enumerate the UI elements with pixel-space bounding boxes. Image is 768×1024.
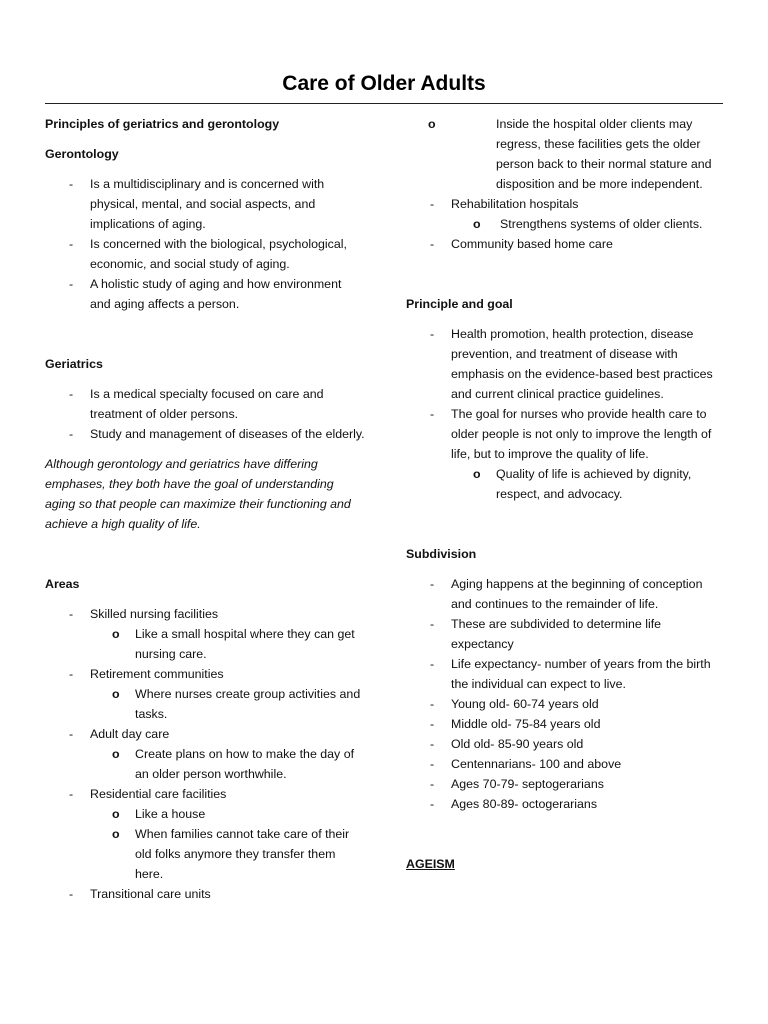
sub-list	[90, 684, 365, 724]
list-item	[406, 404, 724, 504]
area-label: Adult day care	[90, 727, 170, 741]
list-item: - A holistic study of aging and how environment and aging affects a person.	[45, 274, 365, 314]
transitional-sub-text: Inside the hospital older clients may regress, these facilities gets the older person back to their normal stature and disposition and be more independent.	[496, 117, 712, 191]
list-item	[45, 884, 365, 904]
list-item	[45, 784, 365, 884]
list-item: - Old old- 85-90 years old	[406, 734, 724, 754]
list-item: - Study and management of diseases of the elderly.	[45, 424, 365, 444]
principles-heading: Principles of geriatrics and gerontology	[45, 117, 280, 131]
list-item: - Is concerned with the biological, psychological, economic, and social study of aging.	[45, 234, 365, 274]
subdivision-list	[406, 574, 724, 814]
facility-list	[406, 194, 724, 254]
list-item	[45, 604, 365, 664]
geriatrics-heading: Geriatrics	[45, 357, 103, 371]
list-item: - Young old- 60-74 years old	[406, 694, 724, 714]
areas-list	[45, 604, 365, 904]
principle-goal-heading: Principle and goal	[406, 297, 513, 311]
list-item: - Ages 80-89- octogerarians	[406, 794, 724, 814]
list-item: - Health promotion, health protection, disease prevention, and treatment of disease with emphasis on the evidence-based best practices and current clinical practice guidelines.	[406, 324, 724, 404]
list-item: - Is a multidisciplinary and is concerned with physical, mental, and social aspects, and implications of aging.	[45, 174, 365, 234]
list-item	[45, 724, 365, 784]
list-item: - Life expectancy- number of years from the birth the individual can expect to live.	[406, 654, 724, 694]
sub-item: o Like a house	[90, 804, 365, 824]
rehab-label: Rehabilitation hospitals	[451, 197, 579, 211]
list-item: - Centennarians- 100 and above	[406, 754, 724, 774]
sub-list	[90, 624, 365, 664]
sub-item: o Strengthens systems of older clients.	[451, 214, 724, 234]
page-title: Care of Older Adults	[282, 72, 486, 95]
gerontology-heading: Gerontology	[45, 147, 119, 161]
area-label: Residential care facilities	[90, 787, 227, 801]
subdivision-heading: Subdivision	[406, 547, 477, 561]
geriatrics-list	[45, 384, 365, 444]
list-item: - Is a medical specialty focused on care and treatment of older persons.	[45, 384, 365, 424]
sub-item: o Like a small hospital where they can get nursing care.	[90, 624, 365, 664]
sub-item: o Create plans on how to make the day of an older person worthwhile.	[90, 744, 365, 784]
list-item: - Ages 70-79- septogerarians	[406, 774, 724, 794]
title-divider	[45, 103, 723, 104]
area-label: Skilled nursing facilities	[90, 607, 219, 621]
area-label: Transitional care units	[90, 887, 211, 901]
goal-text: The goal for nurses who provide health care to older people is not only to improve the length of life, but to improve the quality of life.	[451, 407, 712, 461]
list-item	[406, 194, 724, 234]
area-label: Retirement communities	[90, 667, 224, 681]
sub-list	[90, 744, 365, 784]
transitional-sub-list	[406, 114, 724, 194]
ageism-heading: AGEISM	[406, 857, 455, 871]
sub-list	[451, 214, 724, 234]
list-item: - Middle old- 75-84 years old	[406, 714, 724, 734]
principle-goal-list	[406, 324, 724, 504]
list-item: - Aging happens at the beginning of conception and continues to the remainder of life.	[406, 574, 724, 614]
sub-item: o Where nurses create group activities and tasks.	[90, 684, 365, 724]
list-item: - Community based home care	[406, 234, 724, 254]
sub-item: o When families cannot take care of their old folks anymore they transfer them here.	[90, 824, 365, 884]
left-column	[45, 114, 365, 904]
italic-note: Although gerontology and geriatrics have differing emphases, they both have the goal of understanding aging so that people can maximize their functioning and achieve a high quality of life.	[45, 457, 351, 531]
gerontology-list	[45, 174, 365, 314]
list-item	[45, 664, 365, 724]
areas-heading: Areas	[45, 577, 80, 591]
sub-item	[406, 114, 724, 194]
list-item: - These are subdivided to determine life expectancy	[406, 614, 724, 654]
sub-item: o Quality of life is achieved by dignity, respect, and advocacy.	[451, 464, 724, 504]
sub-list	[90, 804, 365, 884]
right-column	[406, 114, 724, 874]
sub-list	[451, 464, 724, 504]
